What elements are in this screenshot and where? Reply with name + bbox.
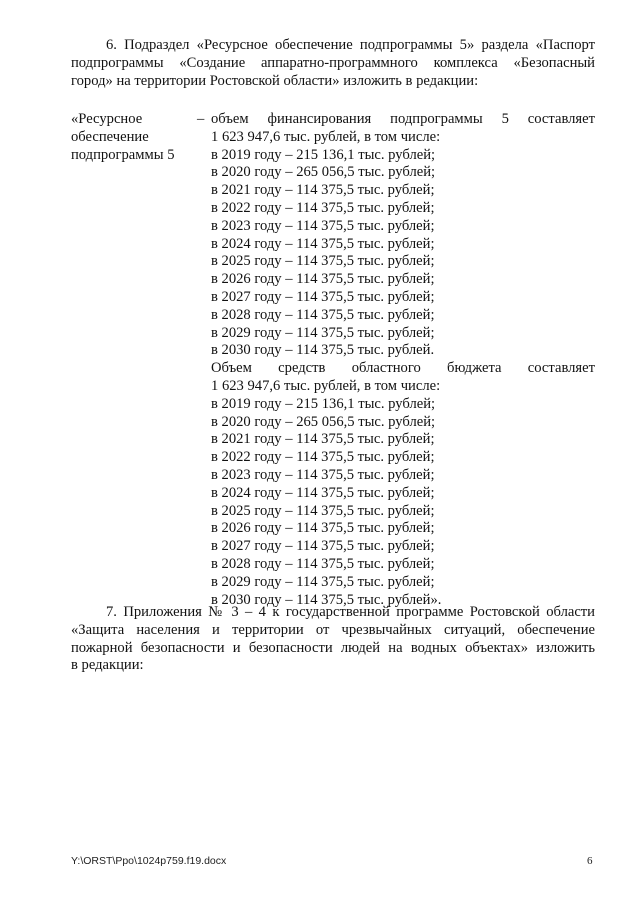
regional-year-line: в 2028 году – 114 375,5 тыс. рублей; [211, 555, 435, 572]
paragraph-7-line: в редакции: [71, 657, 144, 674]
regional-budget-amount: 1 623 947,6 тыс. рублей, в том числе: [211, 377, 441, 394]
label-line: «Ресурсное [71, 111, 143, 127]
regional-year-line: в 2022 году – 114 375,5 тыс. рублей; [211, 449, 435, 466]
paragraph-6 [71, 37, 595, 90]
resource-provision-content [211, 111, 595, 609]
page-number: 6 [587, 855, 593, 867]
label-dash: – [197, 111, 205, 127]
year-funding-line: в 2020 году – 265 056,5 тыс. рублей; [211, 164, 436, 181]
regional-year-line: в 2030 году – 114 375,5 тыс. рублей». [211, 591, 442, 608]
regional-year-line: в 2029 году – 114 375,5 тыс. рублей; [211, 573, 435, 590]
paragraph-6-line: 6. Подраздел «Ресурсное обеспечение подпрограммы 5» раздела «Паспорт [106, 37, 595, 53]
year-funding-line: в 2025 году – 114 375,5 тыс. рублей; [211, 253, 435, 270]
year-funding-line: в 2023 году – 114 375,5 тыс. рублей; [211, 217, 435, 234]
label-line: подпрограммы 5 [71, 146, 175, 163]
total-funding-amount: 1 623 947,6 тыс. рублей, в том числе: [211, 128, 441, 145]
regional-year-line: в 2026 году – 114 375,5 тыс. рублей; [211, 520, 435, 537]
label-line: обеспечение [71, 128, 149, 145]
paragraph-7-line: пожарной безопасности и безопасности людей на водных объектах» изложить [71, 639, 595, 656]
year-funding-line: в 2022 году – 114 375,5 тыс. рублей; [211, 199, 435, 216]
year-funding-line: в 2030 году – 114 375,5 тыс. рублей. [211, 342, 435, 359]
total-funding-line: объем финансирования подпрограммы 5 составляет [211, 111, 595, 127]
year-funding-line: в 2028 году – 114 375,5 тыс. рублей; [211, 306, 435, 323]
resource-provision-label [71, 111, 196, 164]
year-funding-line: в 2027 году – 114 375,5 тыс. рублей; [211, 288, 435, 305]
regional-year-line: в 2023 году – 114 375,5 тыс. рублей; [211, 466, 435, 483]
regional-year-line: в 2020 году – 265 056,5 тыс. рублей; [211, 413, 436, 430]
footer-file-path: Y:\ORST\Ppo\1024p759.f19.docx [71, 855, 227, 867]
regional-year-line: в 2019 году – 215 136,1 тыс. рублей; [211, 395, 436, 412]
year-funding-line: в 2019 году – 215 136,1 тыс. рублей; [211, 146, 436, 163]
regional-year-line: в 2025 году – 114 375,5 тыс. рублей; [211, 502, 435, 519]
year-funding-line: в 2026 году – 114 375,5 тыс. рублей; [211, 271, 435, 288]
paragraph-6-line: город» на территории Ростовской области» изложить в редакции: [71, 72, 479, 89]
paragraph-7 [71, 604, 595, 675]
year-funding-line: в 2021 году – 114 375,5 тыс. рублей; [211, 182, 435, 199]
regional-year-line: в 2021 году – 114 375,5 тыс. рублей; [211, 431, 435, 448]
paragraph-6-line: подпрограммы «Создание аппаратно-программного комплекса «Безопасный [71, 54, 595, 71]
regional-year-line: в 2027 году – 114 375,5 тыс. рублей; [211, 538, 435, 555]
year-funding-line: в 2024 году – 114 375,5 тыс. рублей; [211, 235, 435, 252]
paragraph-7-line: 7. Приложения № 3 – 4 к государственной программе Ростовской области [106, 604, 595, 620]
regional-budget-line: Объем средств областного бюджета составляет [211, 360, 595, 377]
year-funding-line: в 2029 году – 114 375,5 тыс. рублей; [211, 324, 435, 341]
paragraph-7-line: «Защита населения и территории от чрезвычайных ситуаций, обеспечение [71, 621, 595, 638]
regional-year-line: в 2024 году – 114 375,5 тыс. рублей; [211, 484, 435, 501]
